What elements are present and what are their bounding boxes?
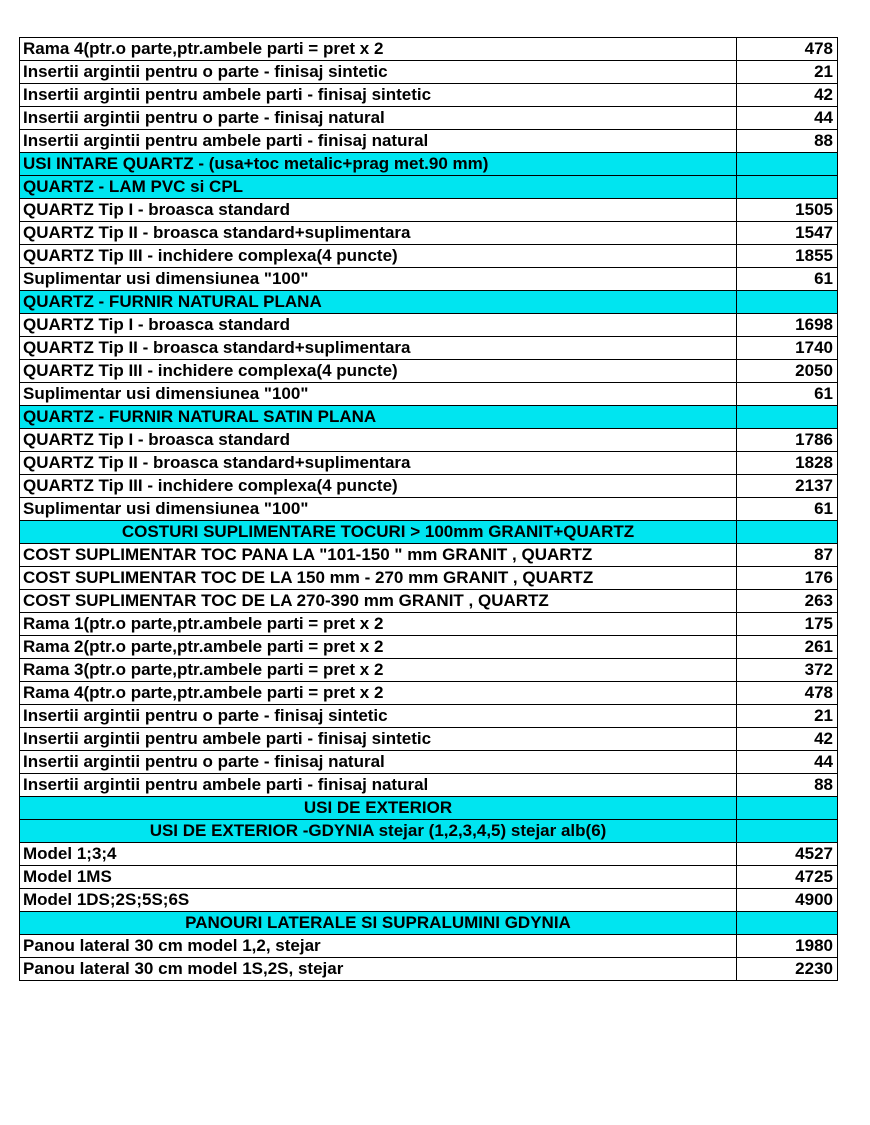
price-row	[20, 613, 838, 636]
row-description: Model 1;3;4	[20, 843, 737, 866]
row-description: QUARTZ Tip III - inchidere complexa(4 puncte)	[20, 360, 737, 383]
row-description: QUARTZ - FURNIR NATURAL SATIN PLANA	[20, 406, 737, 429]
row-price: 1980	[737, 935, 838, 958]
row-price: 61	[737, 383, 838, 406]
row-price: 1547	[737, 222, 838, 245]
row-description: Model 1DS;2S;5S;6S	[20, 889, 737, 912]
price-list-table	[19, 37, 838, 981]
row-description: COST SUPLIMENTAR TOC PANA LA "101-150 " mm GRANIT , QUARTZ	[20, 544, 737, 567]
row-description: Rama 2(ptr.o parte,ptr.ambele parti = pret x 2	[20, 636, 737, 659]
row-price: 1828	[737, 452, 838, 475]
row-description: Insertii argintii pentru ambele parti - finisaj sintetic	[20, 728, 737, 751]
row-price: 88	[737, 774, 838, 797]
subsection-header-row	[20, 406, 838, 429]
row-price: 2050	[737, 360, 838, 383]
subsection-header-row	[20, 820, 838, 843]
row-description: Rama 4(ptr.o parte,ptr.ambele parti = pret x 2	[20, 682, 737, 705]
row-description: Rama 4(ptr.o parte,ptr.ambele parti = pret x 2	[20, 38, 737, 61]
row-description: QUARTZ Tip I - broasca standard	[20, 199, 737, 222]
row-description: QUARTZ Tip I - broasca standard	[20, 314, 737, 337]
row-description: QUARTZ Tip III - inchidere complexa(4 puncte)	[20, 245, 737, 268]
row-description: Rama 1(ptr.o parte,ptr.ambele parti = pret x 2	[20, 613, 737, 636]
row-price: 478	[737, 38, 838, 61]
row-description: Insertii argintii pentru ambele parti - finisaj natural	[20, 130, 737, 153]
row-description: Suplimentar usi dimensiunea "100"	[20, 383, 737, 406]
row-description: Panou lateral 30 cm model 1S,2S, stejar	[20, 958, 737, 981]
price-row	[20, 245, 838, 268]
row-price	[737, 153, 838, 176]
price-row	[20, 337, 838, 360]
row-description: USI DE EXTERIOR	[20, 797, 737, 820]
row-price	[737, 406, 838, 429]
price-row	[20, 360, 838, 383]
price-row	[20, 935, 838, 958]
row-price: 87	[737, 544, 838, 567]
price-row	[20, 61, 838, 84]
row-price: 2137	[737, 475, 838, 498]
price-row	[20, 958, 838, 981]
row-price	[737, 521, 838, 544]
price-row	[20, 567, 838, 590]
row-price: 61	[737, 268, 838, 291]
row-description: Model 1MS	[20, 866, 737, 889]
price-row	[20, 452, 838, 475]
price-row	[20, 705, 838, 728]
row-description: Panou lateral 30 cm model 1,2, stejar	[20, 935, 737, 958]
price-row	[20, 268, 838, 291]
price-row	[20, 475, 838, 498]
price-row	[20, 774, 838, 797]
price-row	[20, 590, 838, 613]
row-price: 4725	[737, 866, 838, 889]
price-row	[20, 889, 838, 912]
row-description: Insertii argintii pentru o parte - finisaj sintetic	[20, 61, 737, 84]
price-row	[20, 222, 838, 245]
row-price: 2230	[737, 958, 838, 981]
row-price: 261	[737, 636, 838, 659]
row-description: USI INTARE QUARTZ - (usa+toc metalic+prag met.90 mm)	[20, 153, 737, 176]
price-row	[20, 429, 838, 452]
row-price: 175	[737, 613, 838, 636]
row-description: Insertii argintii pentru o parte - finisaj sintetic	[20, 705, 737, 728]
row-description: PANOURI LATERALE SI SUPRALUMINI GDYNIA	[20, 912, 737, 935]
row-price: 372	[737, 659, 838, 682]
row-price	[737, 912, 838, 935]
row-description: Suplimentar usi dimensiunea "100"	[20, 268, 737, 291]
price-row	[20, 544, 838, 567]
row-description: QUARTZ Tip II - broasca standard+suplimentara	[20, 452, 737, 475]
price-row	[20, 38, 838, 61]
subsection-header-row	[20, 291, 838, 314]
row-price: 176	[737, 567, 838, 590]
row-description: Insertii argintii pentru o parte - finisaj natural	[20, 751, 737, 774]
row-description: QUARTZ Tip III - inchidere complexa(4 puncte)	[20, 475, 737, 498]
price-list-body	[20, 38, 838, 981]
row-description: Insertii argintii pentru ambele parti - finisaj natural	[20, 774, 737, 797]
row-price: 21	[737, 61, 838, 84]
row-price	[737, 291, 838, 314]
price-row	[20, 843, 838, 866]
row-price: 263	[737, 590, 838, 613]
row-description: QUARTZ - LAM PVC si CPL	[20, 176, 737, 199]
row-price: 88	[737, 130, 838, 153]
row-description: Insertii argintii pentru o parte - finisaj natural	[20, 107, 737, 130]
row-description: Rama 3(ptr.o parte,ptr.ambele parti = pret x 2	[20, 659, 737, 682]
price-row	[20, 314, 838, 337]
price-row	[20, 498, 838, 521]
row-price	[737, 176, 838, 199]
section-header-row	[20, 797, 838, 820]
row-price: 1855	[737, 245, 838, 268]
row-price: 478	[737, 682, 838, 705]
price-row	[20, 199, 838, 222]
row-description: COST SUPLIMENTAR TOC DE LA 270-390 mm GRANIT , QUARTZ	[20, 590, 737, 613]
row-description: Insertii argintii pentru ambele parti - finisaj sintetic	[20, 84, 737, 107]
row-price: 42	[737, 728, 838, 751]
price-row	[20, 383, 838, 406]
row-price: 42	[737, 84, 838, 107]
row-price: 4900	[737, 889, 838, 912]
row-price: 1786	[737, 429, 838, 452]
subsection-header-row	[20, 912, 838, 935]
price-row	[20, 84, 838, 107]
row-price	[737, 820, 838, 843]
row-description: QUARTZ - FURNIR NATURAL PLANA	[20, 291, 737, 314]
section-header-row	[20, 153, 838, 176]
price-row	[20, 728, 838, 751]
price-row	[20, 130, 838, 153]
subsection-header-row	[20, 521, 838, 544]
row-price: 1505	[737, 199, 838, 222]
row-description: USI DE EXTERIOR -GDYNIA stejar (1,2,3,4,5) stejar alb(6)	[20, 820, 737, 843]
row-price: 1698	[737, 314, 838, 337]
row-price: 1740	[737, 337, 838, 360]
price-row	[20, 866, 838, 889]
row-description: QUARTZ Tip I - broasca standard	[20, 429, 737, 452]
row-description: QUARTZ Tip II - broasca standard+suplimentara	[20, 222, 737, 245]
price-row	[20, 107, 838, 130]
row-price	[737, 797, 838, 820]
row-price: 44	[737, 107, 838, 130]
row-price: 21	[737, 705, 838, 728]
row-price: 4527	[737, 843, 838, 866]
price-row	[20, 636, 838, 659]
row-price: 44	[737, 751, 838, 774]
subsection-header-row	[20, 176, 838, 199]
price-row	[20, 659, 838, 682]
row-description: Suplimentar usi dimensiunea "100"	[20, 498, 737, 521]
price-row	[20, 682, 838, 705]
row-description: QUARTZ Tip II - broasca standard+suplimentara	[20, 337, 737, 360]
row-price: 61	[737, 498, 838, 521]
price-row	[20, 751, 838, 774]
row-description: COSTURI SUPLIMENTARE TOCURI > 100mm GRANIT+QUARTZ	[20, 521, 737, 544]
row-description: COST SUPLIMENTAR TOC DE LA 150 mm - 270 mm GRANIT , QUARTZ	[20, 567, 737, 590]
